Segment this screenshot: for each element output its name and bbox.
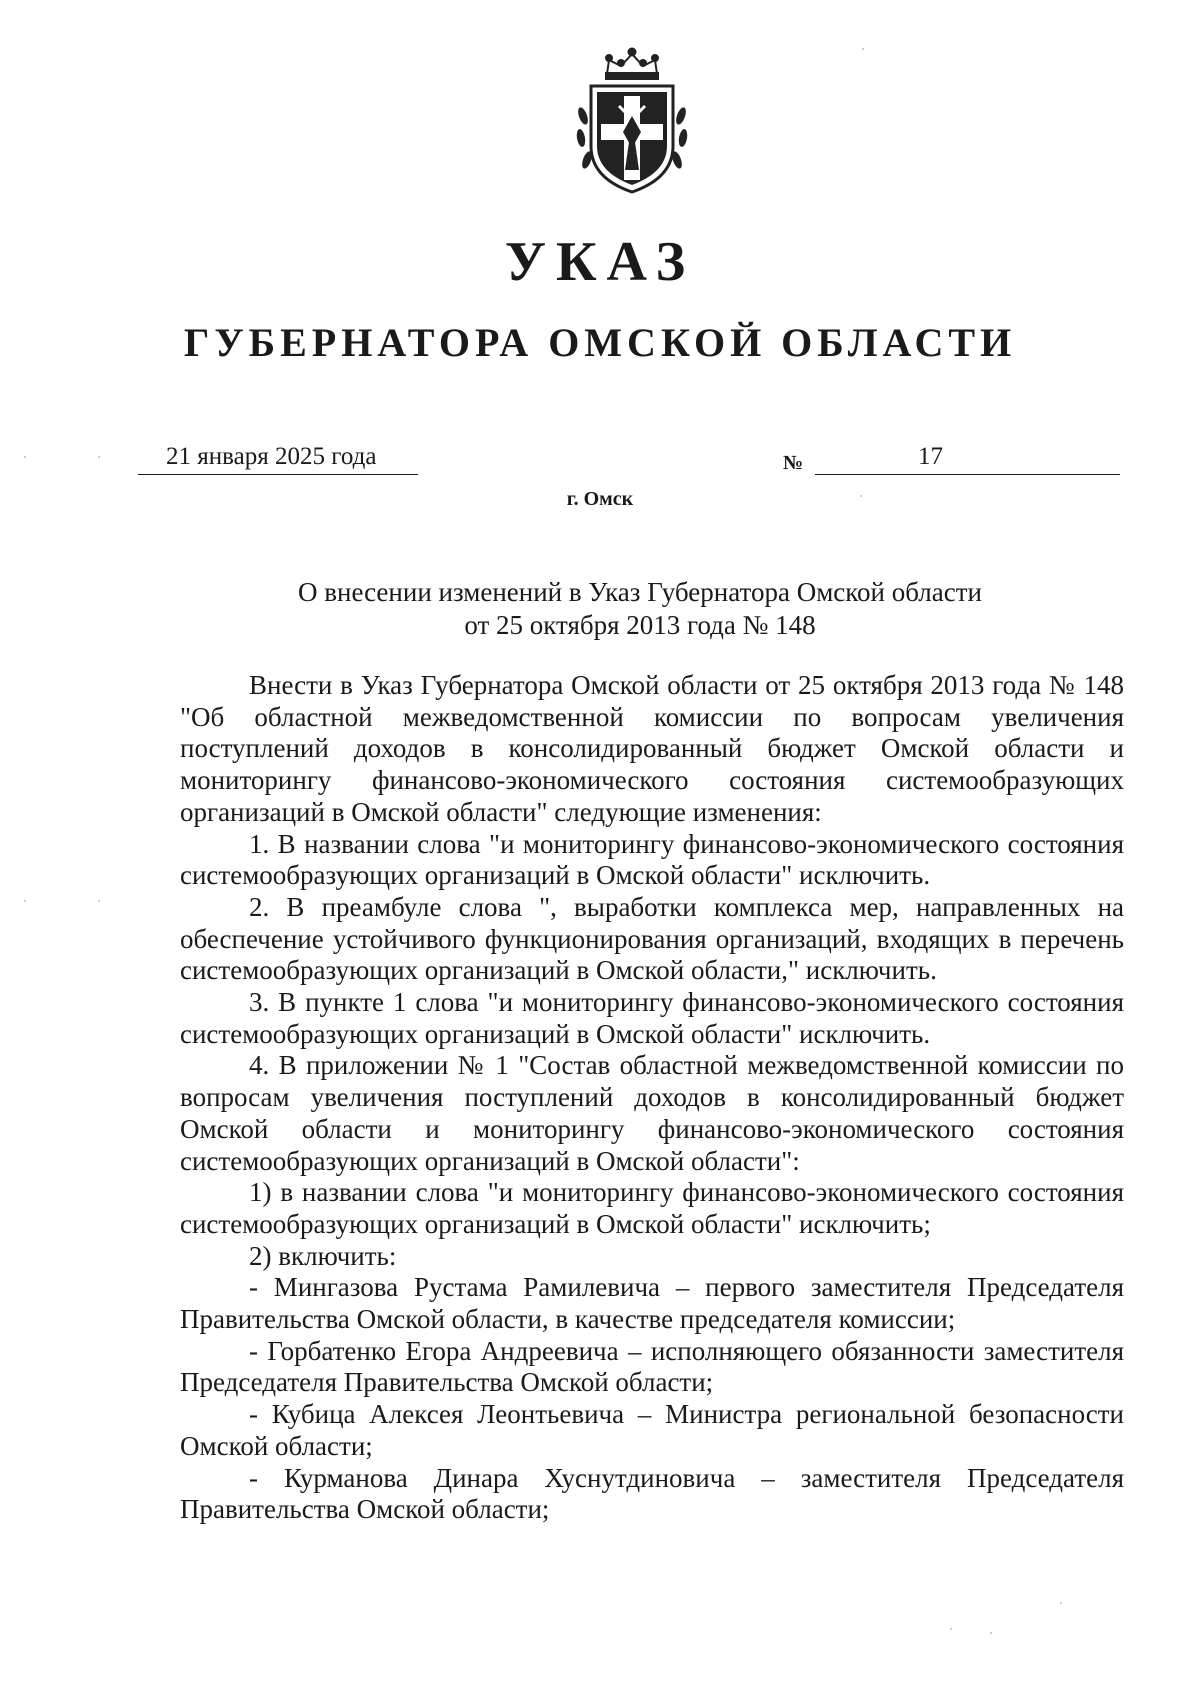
scan-speck <box>990 1632 992 1634</box>
list-item-member: - Горбатенко Егора Андреевича – исполняющего обязанности заместителя Председателя Правительства Омской области; <box>180 1335 1124 1398</box>
paragraph-preamble: Внести в Указ Губернатора Омской области от 25 октября 2013 года № 148 "Об областной межведомственной комиссии по вопросам увеличения поступлений доходов в консолидированный бюджет Омской области и мониторингу финансово-экономического состояния системообразующих организаций в Омской области" следующие изменения: <box>180 670 1124 827</box>
scan-speck <box>860 495 862 497</box>
coat-of-arms-emblem <box>569 46 695 196</box>
document-number: 17 <box>918 443 943 470</box>
paragraph-item-2: 2. В преамбуле слова ", выработки комплекса мер, направленных на обеспечение устойчивого функционирования организаций, входящих в перечень системообразующих организаций в Омской области," исключить. <box>180 891 1124 986</box>
scan-speck <box>24 900 26 902</box>
paragraph-subitem-2: 2) включить: <box>249 1240 397 1271</box>
document-date: 21 января 2025 года <box>166 443 377 470</box>
document-subject <box>180 576 1100 642</box>
list-item-member: - Мингазова Рустама Рамилевича – первого заместителя Председателя Правительства Омской области, в качестве председателя комиссии; <box>180 1272 1124 1335</box>
paragraph-item-4: 4. В приложении № 1 "Состав областной межведомственной комиссии по вопросам увеличения поступлений доходов в консолидированный бюджет Омской области и мониторингу финансово-экономического состояния системообразующих организаций в Омской области": <box>180 1050 1124 1176</box>
scan-speck <box>24 456 26 458</box>
issuer-title: ГУБЕРНАТОРА ОМСКОЙ ОБЛАСТИ <box>183 320 1017 365</box>
document-type-title: УКАЗ <box>504 231 696 293</box>
document-body <box>180 670 1124 1526</box>
number-sign: № <box>783 452 804 474</box>
subject-line-2: от 25 октября 2013 года № 148 <box>464 610 816 640</box>
city-label: г. Омск <box>566 488 634 510</box>
paragraph-item-1: 1. В названии слова "и мониторингу финансово-экономического состояния системообразующих организаций в Омской области" исключить. <box>180 828 1124 891</box>
date-field <box>138 442 418 475</box>
subject-line-1: О внесении изменений в Указ Губернатора Омской области <box>298 577 982 607</box>
scan-speck <box>862 48 864 50</box>
scan-speck <box>950 1628 952 1630</box>
scan-speck <box>1060 1602 1062 1604</box>
list-item-member: - Кубица Алексея Леонтьевича – Министра региональной безопасности Омской области; <box>180 1399 1124 1461</box>
paragraph-subitem-1: 1) в названии слова "и мониторингу финансово-экономического состояния системообразующих организаций в Омской области" исключить; <box>180 1177 1124 1239</box>
list-item-member: - Курманова Динара Хуснутдиновича – заместителя Председателя Правительства Омской области; <box>180 1462 1124 1525</box>
scan-speck <box>98 900 100 902</box>
paragraph-item-3: 3. В пункте 1 слова "и мониторингу финансово-экономического состояния системообразующих организаций в Омской области" исключить. <box>180 987 1124 1049</box>
number-field <box>815 442 1120 475</box>
scan-speck <box>98 456 100 458</box>
